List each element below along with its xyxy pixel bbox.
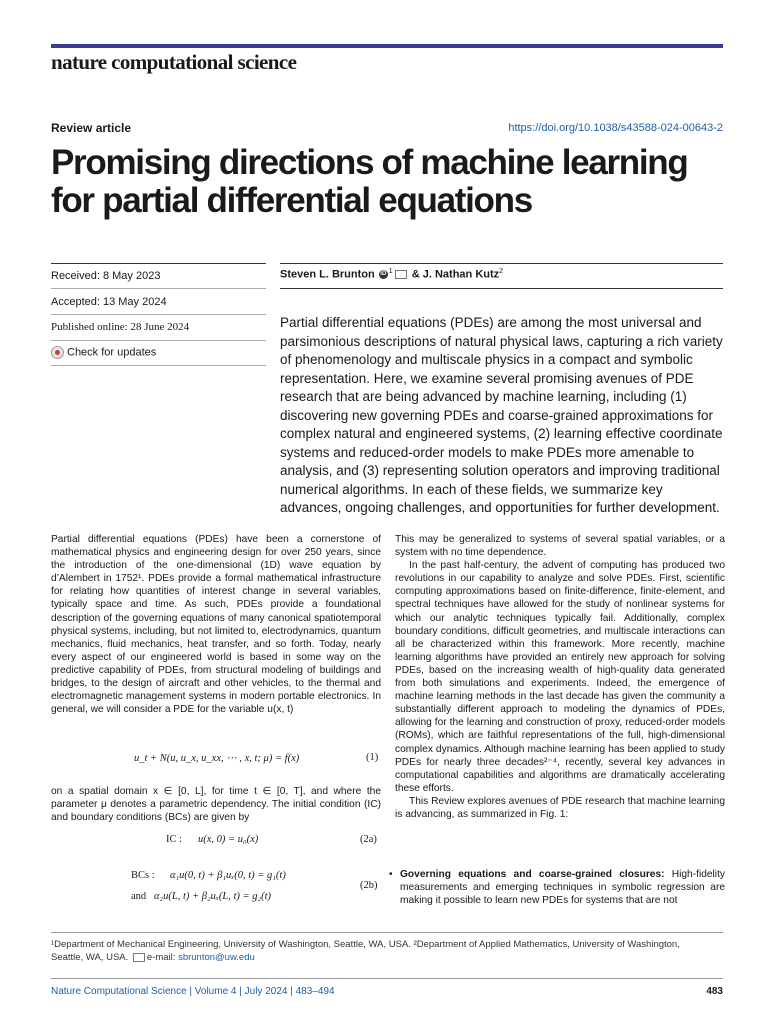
accepted-date: Accepted: 13 May 2024: [51, 296, 167, 308]
footer-rule: [51, 978, 723, 979]
journal-name: nature computational science: [51, 50, 297, 74]
equation-2a: u(x, 0) = u₀(x): [198, 834, 259, 845]
equation-connector: and: [131, 891, 147, 902]
equation-label: BCs :: [131, 870, 155, 881]
footnote-rule: [51, 932, 723, 933]
authors: [280, 268, 503, 281]
journal-top-bar: [51, 44, 723, 48]
affiliations-cont: [51, 951, 723, 964]
published-date: Published online: 28 June 2024: [51, 321, 190, 333]
meta-divider: [51, 288, 266, 289]
doi-link[interactable]: https://doi.org/10.1038/s43588-024-00643-2: [508, 122, 723, 134]
email-label: e-mail:: [146, 952, 179, 963]
article-title: [51, 144, 731, 220]
body-paragraph: In the past half-century, the advent of computing has produced two revolutions in our capability to analyze and solve PDEs. First, scientific computing approximations based on finite-difference, finite-element, and spectral techniques have allowed for the study of nonlinear systems for which our analytic techniques typically fail. Additionally, complex boundary conditions, difficult geometries, and multiscale interactions can all be characterized within this framework. More recently, machine learning algorithms have provided an entirely new approach for solving PDEs, based on the increasing wealth of high-quality data generated from both simulations and experiments. Indeed, the emergence of machine learning methods in the last decade has given the community a substantially different approach to modeling the dynamics of PDEs, allowing for the learning and construction of proxy, reduced-order models (ROMs), which are faithful representations of the full, high-dimensional complex dynamics. Although machine learning has been applied to study PDEs for nearly three decades²⁻⁴, recently, several key advances in computational capabilities and algorithms are dramatically accelerating these efforts.: [395, 560, 725, 794]
body-left-column: [51, 533, 381, 716]
email-icon: [133, 953, 145, 962]
body-paragraph: on a spatial domain x ∈ [0, L], for time t ∈ [0, T], and where the parameter μ denotes a parametric dependency. The initial condition (IC) and boundary conditions (BCs) are given by: [51, 786, 381, 824]
meta-divider: [51, 340, 266, 341]
equation-number: (2b): [360, 880, 378, 891]
abstract: Partial differential equations (PDEs) are among the most universal and parsimonious descriptions of natural physical laws, capturing a rich variety of phenomenology and multiscale physics in a compact and symbolic representation. Here, we examine several promising avenues of PDE research that are being advanced by machine learning, including (1) discovering new governing PDEs and coarse-grained approximations for complex natural and engineered systems, (2) learning effective coordinate systems and reduced-order models to make PDEs more amenable to analysis, and (3) representing solution operators and improving traditional numerical algorithms. In each of these fields, we summarize key advances, ongoing challenges, and opportunities for further development.: [280, 315, 723, 515]
meta-divider: [51, 365, 266, 366]
journal-citation[interactable]: Nature Computational Science | Volume 4 | July 2024 | 483–494: [51, 986, 335, 997]
author-name[interactable]: & J. Nathan Kutz: [408, 268, 500, 281]
affiliations: ¹Department of Mechanical Engineering, University of Washington, Seattle, WA, USA. ²Department of Applied Mathematics, University of Washington,: [51, 939, 680, 950]
email-link[interactable]: sbrunton@uw.edu: [178, 952, 255, 963]
body-right-column: [395, 533, 725, 821]
title-line-1: Promising directions of machine learning: [51, 143, 688, 182]
bullet-icon: •: [389, 869, 393, 880]
equation-number: (2a): [360, 834, 377, 845]
affiliations-tail: Seattle, WA, USA.: [51, 952, 131, 963]
equation-2b-line-1: α₁u(0, t) + β₁uₓ(0, t) = g₁(t): [170, 870, 286, 881]
equation-2b-line-2: α₂u(L, t) + β₂uₓ(L, t) = g₂(t): [154, 891, 272, 902]
check-updates-label: Check for updates: [67, 346, 157, 359]
orcid-icon[interactable]: iD: [380, 271, 387, 278]
footnotes: [51, 938, 723, 964]
body-paragraph: This may be generalized to systems of several spatial variables, or a system with no time dependence.: [395, 534, 725, 559]
bullet-item: [389, 868, 725, 907]
meta-rule-top: [51, 263, 266, 264]
equation-number: (1): [366, 752, 379, 763]
title-line-2: for partial differential equations: [51, 181, 532, 220]
bullet-heading: Governing equations and coarse-grained closures:: [400, 869, 665, 880]
check-updates-link[interactable]: [51, 346, 156, 359]
email-icon[interactable]: [395, 270, 407, 279]
meta-divider: [51, 314, 266, 315]
authors-rule-bottom: [280, 288, 723, 289]
bullet-text: High-fidelity measurements and emerging techniques in symbolic regression are making it possible to learn new PDEs for systems that are not: [400, 869, 725, 907]
article-type: Review article: [51, 121, 132, 135]
authors-rule-top: [280, 263, 723, 264]
affiliation-sup: 1: [388, 268, 393, 275]
body-left-column-cont: [51, 785, 381, 824]
author-name[interactable]: Steven L. Brunton: [280, 268, 375, 281]
equation-1: u_t + N(u, u_x, u_xx, ⋯ , x, t; μ) = f(x): [134, 753, 300, 764]
body-paragraph: This Review explores avenues of PDE research that machine learning is advancing, as summarized in Fig. 1:: [395, 795, 725, 820]
affiliation-sup: 2: [499, 268, 504, 275]
body-paragraph: Partial differential equations (PDEs) have been a cornerstone of mathematical physics and engineering design for over 250 years, since the introduction of the one-dimensional (1D) wave equation by d’Alembert in 1752¹. PDEs provide a formal mathematical infrastructure for relating how quantities of interest change in several variables, typically space and time. As such, PDEs provide a foundational description of the governing equations of many canonical spatiotemporal physical systems, including, but not limited to, electrodynamics, quantum mechanics, fluid mechanics, heat transfer, and so forth. Today, nearly every aspect of our engineered world is based in some way on the predictive capability of PDEs, from structural modeling of buildings and bridges, to the design of aircraft and other vehicles, to the thermal and electromagnetic management systems in modern portable electronics. In general, we will consider a PDE for the variable u(x, t): [51, 534, 381, 716]
page-number: 483: [706, 986, 723, 997]
check-updates-icon: [51, 346, 64, 359]
received-date: Received: 8 May 2023: [51, 270, 161, 282]
equation-label: IC :: [166, 834, 183, 845]
